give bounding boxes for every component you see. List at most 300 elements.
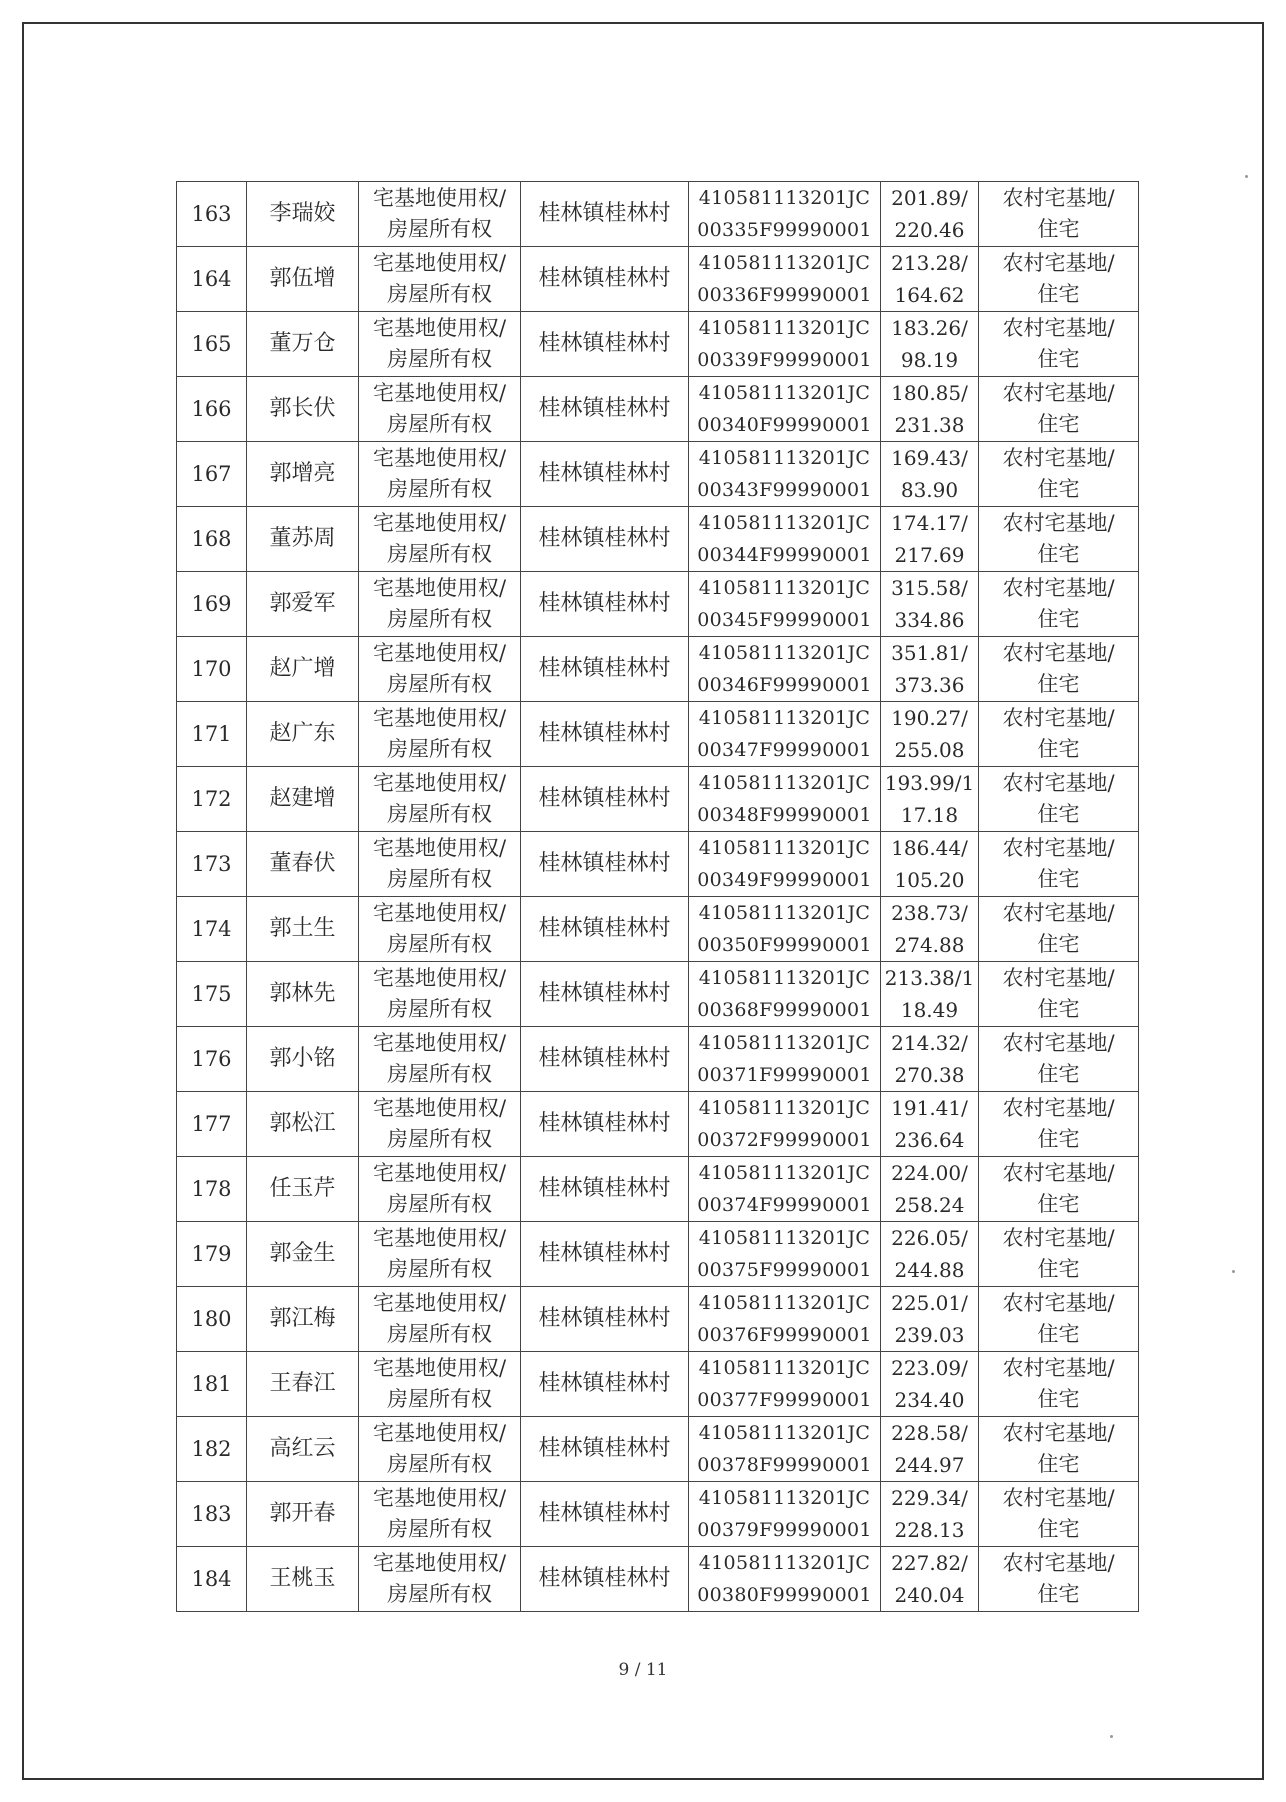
right-type-text: 宅基地使用权/ <box>372 381 507 405</box>
parcel-code-text: 410581113201JC <box>698 317 871 339</box>
right-type-cell <box>359 1417 521 1482</box>
parcel-code-cell <box>689 1482 881 1547</box>
right-type-cell <box>359 507 521 572</box>
table-row <box>177 1352 1139 1417</box>
right-type-text: 宅基地使用权/ <box>372 706 507 730</box>
area-text: 238.73/ <box>891 901 968 925</box>
row-number-text: 174 <box>191 917 232 941</box>
location-text: 桂林镇桂林村 <box>538 526 671 551</box>
right-type-text: 宅基地使用权/ <box>372 901 507 925</box>
parcel-code-text: 00379F99990001 <box>697 1519 872 1541</box>
owner-name-text: 董苏周 <box>269 526 336 551</box>
location-text: 桂林镇桂林村 <box>538 1436 671 1461</box>
parcel-code-text: 00372F99990001 <box>697 1129 872 1151</box>
parcel-code-cell <box>689 767 881 832</box>
right-type-cell <box>359 897 521 962</box>
area-text: 201.89/ <box>891 186 968 210</box>
table-row <box>177 1287 1139 1352</box>
right-type-text: 房屋所有权 <box>387 347 492 371</box>
location-text: 桂林镇桂林村 <box>538 1046 671 1071</box>
area-text: 214.32/ <box>891 1031 968 1055</box>
parcel-code-text: 410581113201JC <box>698 187 871 209</box>
right-type-text: 宅基地使用权/ <box>372 1486 507 1510</box>
table-row <box>177 1222 1139 1287</box>
parcel-code-cell <box>689 1547 881 1612</box>
location-cell <box>521 832 689 897</box>
row-number-cell <box>177 637 247 702</box>
area-cell <box>881 1157 979 1222</box>
row-number-text: 167 <box>191 462 232 486</box>
parcel-code-text: 00339F99990001 <box>697 349 872 371</box>
land-use-cell <box>979 962 1139 1027</box>
owner-name-text: 郭土生 <box>269 916 336 941</box>
scan-speck <box>1245 175 1248 178</box>
land-use-text: 住宅 <box>1037 997 1080 1021</box>
area-cell <box>881 767 979 832</box>
right-type-text: 宅基地使用权/ <box>372 1421 507 1445</box>
location-cell <box>521 182 689 247</box>
location-text: 桂林镇桂林村 <box>538 1371 671 1396</box>
table-row <box>177 897 1139 962</box>
area-cell <box>881 1417 979 1482</box>
area-text: 231.38 <box>894 413 965 437</box>
land-use-text: 住宅 <box>1037 1127 1080 1151</box>
location-cell <box>521 1027 689 1092</box>
row-number-text: 169 <box>191 592 232 616</box>
owner-name-cell <box>247 572 359 637</box>
area-cell <box>881 507 979 572</box>
area-text: 240.04 <box>894 1583 965 1607</box>
right-type-text: 房屋所有权 <box>387 607 492 631</box>
location-text: 桂林镇桂林村 <box>538 1241 671 1266</box>
parcel-code-cell <box>689 1027 881 1092</box>
parcel-code-text: 410581113201JC <box>698 1097 871 1119</box>
area-text: 227.82/ <box>891 1551 968 1575</box>
parcel-code-text: 410581113201JC <box>698 512 871 534</box>
parcel-code-cell <box>689 572 881 637</box>
row-number-cell <box>177 1482 247 1547</box>
row-number-cell <box>177 312 247 377</box>
table-row <box>177 1417 1139 1482</box>
land-use-text: 住宅 <box>1037 607 1080 631</box>
land-use-cell <box>979 1352 1139 1417</box>
area-text: 373.36 <box>894 673 965 697</box>
parcel-code-text: 00336F99990001 <box>697 284 872 306</box>
location-cell <box>521 572 689 637</box>
land-use-text: 农村宅基地/ <box>1002 446 1115 470</box>
parcel-code-text: 00371F99990001 <box>697 1064 872 1086</box>
land-use-text: 农村宅基地/ <box>1002 1096 1115 1120</box>
row-number-cell <box>177 897 247 962</box>
location-text: 桂林镇桂林村 <box>538 461 671 486</box>
parcel-code-text: 410581113201JC <box>698 1487 871 1509</box>
area-cell <box>881 1287 979 1352</box>
right-type-cell <box>359 637 521 702</box>
right-type-cell <box>359 1027 521 1092</box>
land-use-cell <box>979 1482 1139 1547</box>
area-cell <box>881 637 979 702</box>
land-use-text: 住宅 <box>1037 1257 1080 1281</box>
area-text: 229.34/ <box>891 1486 968 1510</box>
area-cell <box>881 1482 979 1547</box>
right-type-cell <box>359 1547 521 1612</box>
area-text: 244.97 <box>894 1453 965 1477</box>
page-number: 9 / 11 <box>618 1660 668 1680</box>
land-use-text: 住宅 <box>1037 1322 1080 1346</box>
parcel-code-text: 00345F99990001 <box>697 609 872 631</box>
owner-name-cell <box>247 1222 359 1287</box>
owner-name-cell <box>247 1547 359 1612</box>
land-use-text: 农村宅基地/ <box>1002 1421 1115 1445</box>
table-row <box>177 637 1139 702</box>
table-row <box>177 832 1139 897</box>
land-use-text: 农村宅基地/ <box>1002 1226 1115 1250</box>
row-number-cell <box>177 442 247 507</box>
right-type-cell <box>359 1222 521 1287</box>
right-type-text: 房屋所有权 <box>387 412 492 436</box>
row-number-cell <box>177 377 247 442</box>
parcel-code-text: 00348F99990001 <box>697 804 872 826</box>
land-use-cell <box>979 832 1139 897</box>
parcel-code-text: 00349F99990001 <box>697 869 872 891</box>
owner-name-text: 郭小铭 <box>269 1046 336 1071</box>
parcel-code-cell <box>689 247 881 312</box>
area-cell <box>881 1027 979 1092</box>
area-text: 258.24 <box>894 1193 965 1217</box>
parcel-code-cell <box>689 312 881 377</box>
right-type-cell <box>359 377 521 442</box>
row-number-cell <box>177 507 247 572</box>
right-type-text: 宅基地使用权/ <box>372 966 507 990</box>
area-text: 98.19 <box>900 348 959 372</box>
row-number-cell <box>177 1222 247 1287</box>
owner-name-text: 王桃玉 <box>269 1566 336 1591</box>
area-cell <box>881 442 979 507</box>
scan-speck <box>1232 1270 1235 1273</box>
right-type-cell <box>359 702 521 767</box>
right-type-text: 房屋所有权 <box>387 1387 492 1411</box>
location-cell <box>521 312 689 377</box>
row-number-text: 179 <box>191 1242 232 1266</box>
parcel-code-text: 00346F99990001 <box>697 674 872 696</box>
location-cell <box>521 637 689 702</box>
parcel-code-text: 410581113201JC <box>698 772 871 794</box>
owner-name-cell <box>247 962 359 1027</box>
land-use-text: 农村宅基地/ <box>1002 836 1115 860</box>
land-use-text: 住宅 <box>1037 672 1080 696</box>
location-cell <box>521 1157 689 1222</box>
land-use-text: 农村宅基地/ <box>1002 251 1115 275</box>
parcel-code-text: 00374F99990001 <box>697 1194 872 1216</box>
location-cell <box>521 247 689 312</box>
area-text: 169.43/ <box>891 446 968 470</box>
parcel-code-cell <box>689 702 881 767</box>
location-text: 桂林镇桂林村 <box>538 721 671 746</box>
row-number-text: 168 <box>191 527 232 551</box>
right-type-cell <box>359 1157 521 1222</box>
land-use-text: 住宅 <box>1037 542 1080 566</box>
location-cell <box>521 1417 689 1482</box>
area-text: 174.17/ <box>891 511 968 535</box>
owner-name-text: 郭江梅 <box>269 1306 336 1331</box>
location-text: 桂林镇桂林村 <box>538 266 671 291</box>
parcel-code-cell <box>689 182 881 247</box>
owner-name-text: 王春江 <box>269 1371 336 1396</box>
location-cell <box>521 767 689 832</box>
parcel-code-text: 00343F99990001 <box>697 479 872 501</box>
land-use-text: 住宅 <box>1037 477 1080 501</box>
right-type-text: 宅基地使用权/ <box>372 316 507 340</box>
right-type-text: 宅基地使用权/ <box>372 186 507 210</box>
owner-name-text: 任玉芹 <box>269 1176 336 1201</box>
parcel-code-text: 00340F99990001 <box>697 414 872 436</box>
location-text: 桂林镇桂林村 <box>538 1566 671 1591</box>
land-use-text: 农村宅基地/ <box>1002 1551 1115 1575</box>
area-text: 193.99/1 <box>884 771 975 795</box>
area-text: 228.13 <box>894 1518 965 1542</box>
area-text: 213.38/1 <box>884 966 975 990</box>
right-type-text: 房屋所有权 <box>387 477 492 501</box>
land-use-text: 住宅 <box>1037 217 1080 241</box>
owner-name-text: 高红云 <box>269 1436 336 1461</box>
parcel-code-text: 00335F99990001 <box>697 219 872 241</box>
right-type-text: 宅基地使用权/ <box>372 1356 507 1380</box>
table-row <box>177 962 1139 1027</box>
area-text: 105.20 <box>894 868 965 892</box>
right-type-text: 房屋所有权 <box>387 1452 492 1476</box>
right-type-text: 宅基地使用权/ <box>372 1161 507 1185</box>
land-use-text: 农村宅基地/ <box>1002 1291 1115 1315</box>
owner-name-cell <box>247 442 359 507</box>
land-use-cell <box>979 1027 1139 1092</box>
right-type-text: 房屋所有权 <box>387 1257 492 1281</box>
right-type-text: 房屋所有权 <box>387 1517 492 1541</box>
row-number-cell <box>177 1027 247 1092</box>
row-number-text: 176 <box>191 1047 232 1071</box>
table-row <box>177 507 1139 572</box>
area-cell <box>881 572 979 637</box>
owner-name-cell <box>247 1417 359 1482</box>
area-cell <box>881 377 979 442</box>
table-row <box>177 702 1139 767</box>
land-use-cell <box>979 1417 1139 1482</box>
area-text: 164.62 <box>894 283 965 307</box>
right-type-text: 宅基地使用权/ <box>372 1031 507 1055</box>
parcel-code-cell <box>689 1417 881 1482</box>
right-type-text: 宅基地使用权/ <box>372 836 507 860</box>
row-number-text: 166 <box>191 397 232 421</box>
area-text: 239.03 <box>894 1323 965 1347</box>
area-text: 83.90 <box>900 478 959 502</box>
owner-name-text: 郭林先 <box>269 981 336 1006</box>
owner-name-text: 董春伏 <box>269 851 336 876</box>
parcel-code-cell <box>689 962 881 1027</box>
location-cell <box>521 1547 689 1612</box>
parcel-code-text: 410581113201JC <box>698 252 871 274</box>
land-use-text: 农村宅基地/ <box>1002 901 1115 925</box>
row-number-cell <box>177 572 247 637</box>
parcel-code-cell <box>689 377 881 442</box>
right-type-text: 房屋所有权 <box>387 802 492 826</box>
owner-name-text: 郭爱军 <box>269 591 336 616</box>
parcel-code-text: 410581113201JC <box>698 967 871 989</box>
right-type-text: 宅基地使用权/ <box>372 1226 507 1250</box>
row-number-text: 184 <box>191 1567 232 1591</box>
row-number-text: 175 <box>191 982 232 1006</box>
area-cell <box>881 182 979 247</box>
right-type-text: 房屋所有权 <box>387 1192 492 1216</box>
right-type-cell <box>359 182 521 247</box>
land-use-text: 住宅 <box>1037 1192 1080 1216</box>
parcel-code-text: 410581113201JC <box>698 577 871 599</box>
right-type-cell <box>359 767 521 832</box>
owner-name-text: 郭增亮 <box>269 461 336 486</box>
land-use-cell <box>979 1547 1139 1612</box>
row-number-cell <box>177 1547 247 1612</box>
area-text: 315.58/ <box>891 576 968 600</box>
area-text: 274.88 <box>894 933 965 957</box>
owner-name-cell <box>247 312 359 377</box>
table-row <box>177 1027 1139 1092</box>
location-cell <box>521 702 689 767</box>
owner-name-text: 李瑞姣 <box>269 201 336 226</box>
area-text: 213.28/ <box>891 251 968 275</box>
parcel-code-text: 410581113201JC <box>698 1422 871 1444</box>
land-use-text: 农村宅基地/ <box>1002 1486 1115 1510</box>
row-number-text: 165 <box>191 332 232 356</box>
area-text: 180.85/ <box>891 381 968 405</box>
parcel-code-cell <box>689 1352 881 1417</box>
right-type-text: 宅基地使用权/ <box>372 771 507 795</box>
parcel-code-text: 00350F99990001 <box>697 934 872 956</box>
land-use-cell <box>979 312 1139 377</box>
row-number-text: 180 <box>191 1307 232 1331</box>
row-number-cell <box>177 702 247 767</box>
scan-speck <box>1110 1735 1113 1738</box>
parcel-code-text: 00368F99990001 <box>697 999 872 1021</box>
row-number-cell <box>177 767 247 832</box>
parcel-code-text: 410581113201JC <box>698 382 871 404</box>
land-use-text: 农村宅基地/ <box>1002 1161 1115 1185</box>
right-type-cell <box>359 442 521 507</box>
land-use-cell <box>979 507 1139 572</box>
row-number-text: 182 <box>191 1437 232 1461</box>
table-row <box>177 1482 1139 1547</box>
parcel-code-text: 410581113201JC <box>698 1227 871 1249</box>
land-use-text: 住宅 <box>1037 1062 1080 1086</box>
parcel-code-cell <box>689 1157 881 1222</box>
owner-name-cell <box>247 832 359 897</box>
location-text: 桂林镇桂林村 <box>538 786 671 811</box>
area-cell <box>881 247 979 312</box>
land-use-text: 农村宅基地/ <box>1002 706 1115 730</box>
right-type-text: 宅基地使用权/ <box>372 576 507 600</box>
location-text: 桂林镇桂林村 <box>538 981 671 1006</box>
owner-name-cell <box>247 637 359 702</box>
location-cell <box>521 1222 689 1287</box>
parcel-code-cell <box>689 1287 881 1352</box>
land-use-text: 农村宅基地/ <box>1002 316 1115 340</box>
land-use-text: 住宅 <box>1037 412 1080 436</box>
right-type-text: 房屋所有权 <box>387 217 492 241</box>
land-use-cell <box>979 1287 1139 1352</box>
parcel-code-text: 00347F99990001 <box>697 739 872 761</box>
land-use-cell <box>979 572 1139 637</box>
right-type-text: 宅基地使用权/ <box>372 641 507 665</box>
owner-name-text: 郭开春 <box>269 1501 336 1526</box>
right-type-text: 房屋所有权 <box>387 932 492 956</box>
right-type-text: 房屋所有权 <box>387 997 492 1021</box>
owner-name-cell <box>247 767 359 832</box>
owner-name-text: 董万仓 <box>269 331 336 356</box>
row-number-text: 173 <box>191 852 232 876</box>
row-number-text: 163 <box>191 202 232 226</box>
right-type-text: 房屋所有权 <box>387 1582 492 1606</box>
land-use-cell <box>979 442 1139 507</box>
area-text: 226.05/ <box>891 1226 968 1250</box>
owner-name-cell <box>247 377 359 442</box>
row-number-text: 171 <box>191 722 232 746</box>
table-row <box>177 1547 1139 1612</box>
land-use-text: 住宅 <box>1037 1387 1080 1411</box>
land-use-text: 农村宅基地/ <box>1002 1031 1115 1055</box>
land-use-cell <box>979 182 1139 247</box>
area-text: 220.46 <box>894 218 965 242</box>
land-use-cell <box>979 247 1139 312</box>
land-use-text: 农村宅基地/ <box>1002 966 1115 990</box>
area-cell <box>881 702 979 767</box>
parcel-code-text: 00378F99990001 <box>697 1454 872 1476</box>
row-number-cell <box>177 962 247 1027</box>
area-cell <box>881 312 979 377</box>
owner-name-cell <box>247 702 359 767</box>
owner-name-cell <box>247 1352 359 1417</box>
table-row <box>177 1092 1139 1157</box>
parcel-code-cell <box>689 507 881 572</box>
location-cell <box>521 507 689 572</box>
land-use-text: 农村宅基地/ <box>1002 641 1115 665</box>
row-number-text: 164 <box>191 267 232 291</box>
area-cell <box>881 897 979 962</box>
table-row <box>177 312 1139 377</box>
area-text: 223.09/ <box>891 1356 968 1380</box>
table-row <box>177 247 1139 312</box>
row-number-cell <box>177 1352 247 1417</box>
parcel-code-cell <box>689 1222 881 1287</box>
area-cell <box>881 962 979 1027</box>
table-body <box>177 182 1139 1612</box>
parcel-code-text: 410581113201JC <box>698 707 871 729</box>
right-type-text: 宅基地使用权/ <box>372 251 507 275</box>
row-number-text: 183 <box>191 1502 232 1526</box>
location-text: 桂林镇桂林村 <box>538 331 671 356</box>
row-number-text: 177 <box>191 1112 232 1136</box>
location-text: 桂林镇桂林村 <box>538 396 671 421</box>
location-text: 桂林镇桂林村 <box>538 851 671 876</box>
table-row <box>177 182 1139 247</box>
parcel-code-text: 410581113201JC <box>698 902 871 924</box>
location-cell <box>521 962 689 1027</box>
parcel-code-cell <box>689 442 881 507</box>
owner-name-cell <box>247 1287 359 1352</box>
right-type-text: 宅基地使用权/ <box>372 1291 507 1315</box>
right-type-cell <box>359 1092 521 1157</box>
area-text: 228.58/ <box>891 1421 968 1445</box>
row-number-cell <box>177 1157 247 1222</box>
table-row <box>177 442 1139 507</box>
owner-name-cell <box>247 1482 359 1547</box>
row-number-text: 172 <box>191 787 232 811</box>
